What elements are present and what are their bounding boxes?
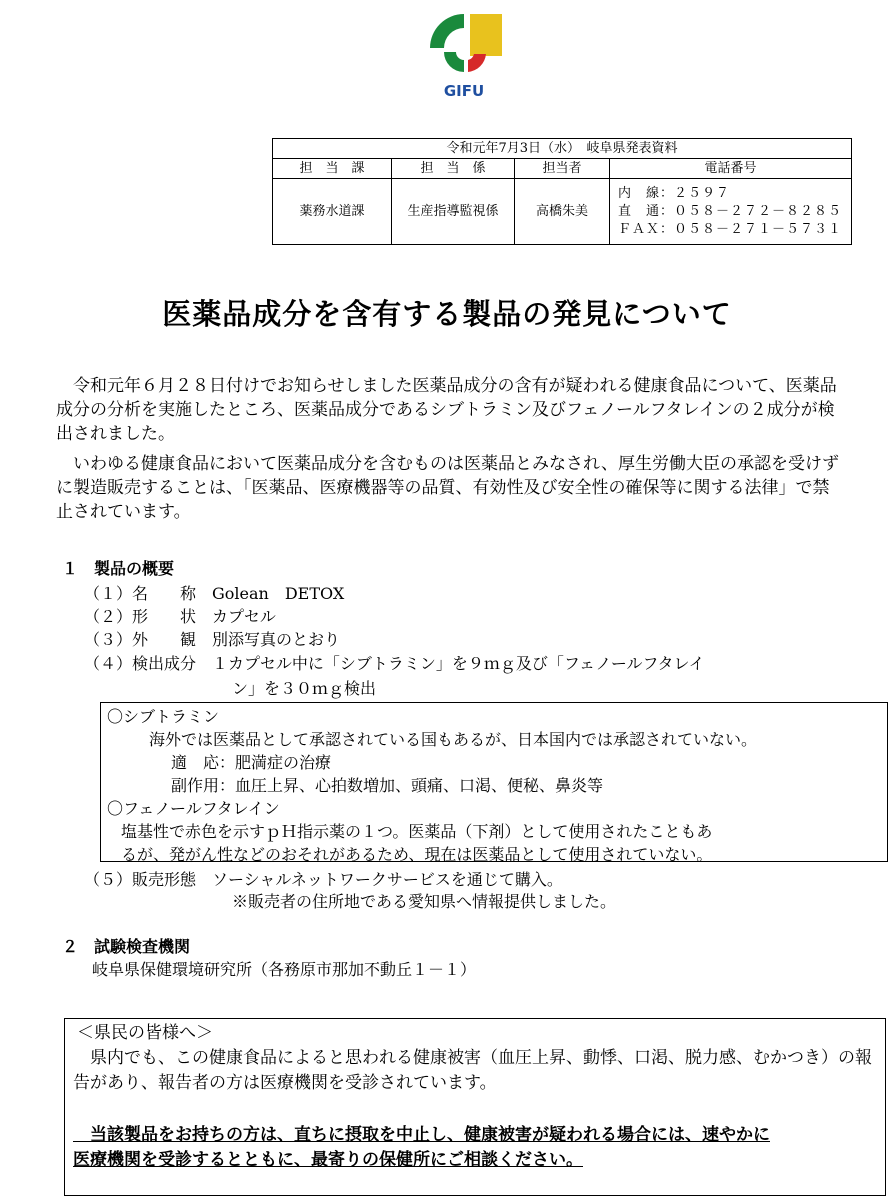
sibutramine-side-effects: 副作用：血圧上昇、心拍数増加、頭痛、口渇、便秘、鼻炎等 [171, 776, 604, 795]
ingredient-info-box [100, 702, 888, 862]
phenolphthalein-description-1: 塩基性で赤色を示すｐＨ指示薬の１つ。医薬品（下剤）として使用されたこともあ [121, 822, 713, 841]
notice-body: 県内でも、この健康食品によると思われる健康被害（血圧上昇、動悸、口渇、脱力感、むかつき）の報告があり、報告者の方は医療機関を受診されています。 [73, 1048, 872, 1093]
logo-text: GIFU [443, 82, 485, 100]
direct-number: 直 通：０５８－２７２－８２８５ [618, 203, 843, 219]
release-date: 令和元年7月3日（水） 岐阜県発表資料 [273, 139, 852, 159]
section2-heading: ２ 試験検査機関 [62, 937, 191, 956]
testing-institution: 岐阜県保健環境研究所（各務原市那加不動丘１－１） [92, 960, 477, 979]
public-notice-box [64, 1018, 886, 1196]
phone-cell [610, 179, 852, 245]
extension-number: 内 線：２５９７ [618, 185, 731, 201]
phenolphthalein-title: 〇フェノールフタレイン [107, 799, 280, 818]
sibutramine-description: 海外では医薬品として承認されている国もあるが、日本国内では承認されていない。 [149, 730, 758, 749]
sibutramine-indication: 適 応：肥満症の治療 [171, 753, 332, 772]
department-cell: 薬務水道課 [273, 179, 392, 245]
sibutramine-title: 〇シブトラミン [107, 707, 220, 726]
section-cell: 生産指導監視係 [392, 179, 515, 245]
intro-paragraph-2: いわゆる健康食品において医薬品成分を含むものは医薬品とみなされ、厚生労働大臣の承認を受けずに製造販売することは、「医薬品、医療機器等の品質、有効性及び安全性の確保等に関する法律」で禁止されています。 [56, 454, 840, 522]
item-shape: （２）形 状 カプセル [84, 607, 276, 626]
col-header-phone: 電話番号 [610, 159, 852, 179]
intro-paragraph-1: 令和元年６月２８日付けでお知らせしました医薬品成分の含有が疑われる健康食品について、医薬品成分の分析を実施したところ、医薬品成分であるシブトラミン及びフェノールフタレインの２成分が検出されました。 [56, 376, 837, 444]
phenolphthalein-description-2: るが、発がん性などのおそれがあるため、現在は医薬品として使用されていない。 [121, 845, 713, 864]
notice-emphasis-line2: 医療機関を受診するとともに、最寄りの保健所にご相談ください。 [73, 1150, 583, 1170]
item-name: （１）名 称 Golean DETOX [84, 584, 345, 603]
section1-heading: １ 製品の概要 [62, 559, 175, 578]
col-header-department: 担 当 課 [273, 159, 392, 179]
item-appearance: （３）外 観 別添写真のとおり [84, 630, 341, 649]
item-detected-line2: ン」を３０ｍｇ検出 [232, 679, 377, 698]
item-sales-channel: （５）販売形態 ソーシャルネットワークサービスを通じて購入。 [84, 870, 563, 889]
notice-emphasis-line1: 当該製品をお持ちの方は、直ちに摂取を中止し、健康被害が疑われる場合には、速やかに [73, 1125, 770, 1145]
col-header-section: 担 当 係 [392, 159, 515, 179]
gifu-logo [420, 10, 506, 106]
contact-info-table [272, 138, 852, 245]
col-header-person: 担当者 [515, 159, 610, 179]
fax-number: ＦＡＸ：０５８－２７１－５７３１ [618, 221, 843, 237]
notice-heading: ＜県民の皆様へ＞ [77, 1023, 213, 1043]
person-cell: 高橋朱美 [515, 179, 610, 245]
item-sales-note: ※販売者の住所地である愛知県へ情報提供しました。 [232, 892, 617, 911]
item-detected-line1: （４）検出成分 １カプセル中に「シブトラミン」を９ｍｇ及び「フェノールフタレイ [84, 654, 705, 673]
page-title: 医薬品成分を含有する製品の発見について [162, 297, 732, 331]
